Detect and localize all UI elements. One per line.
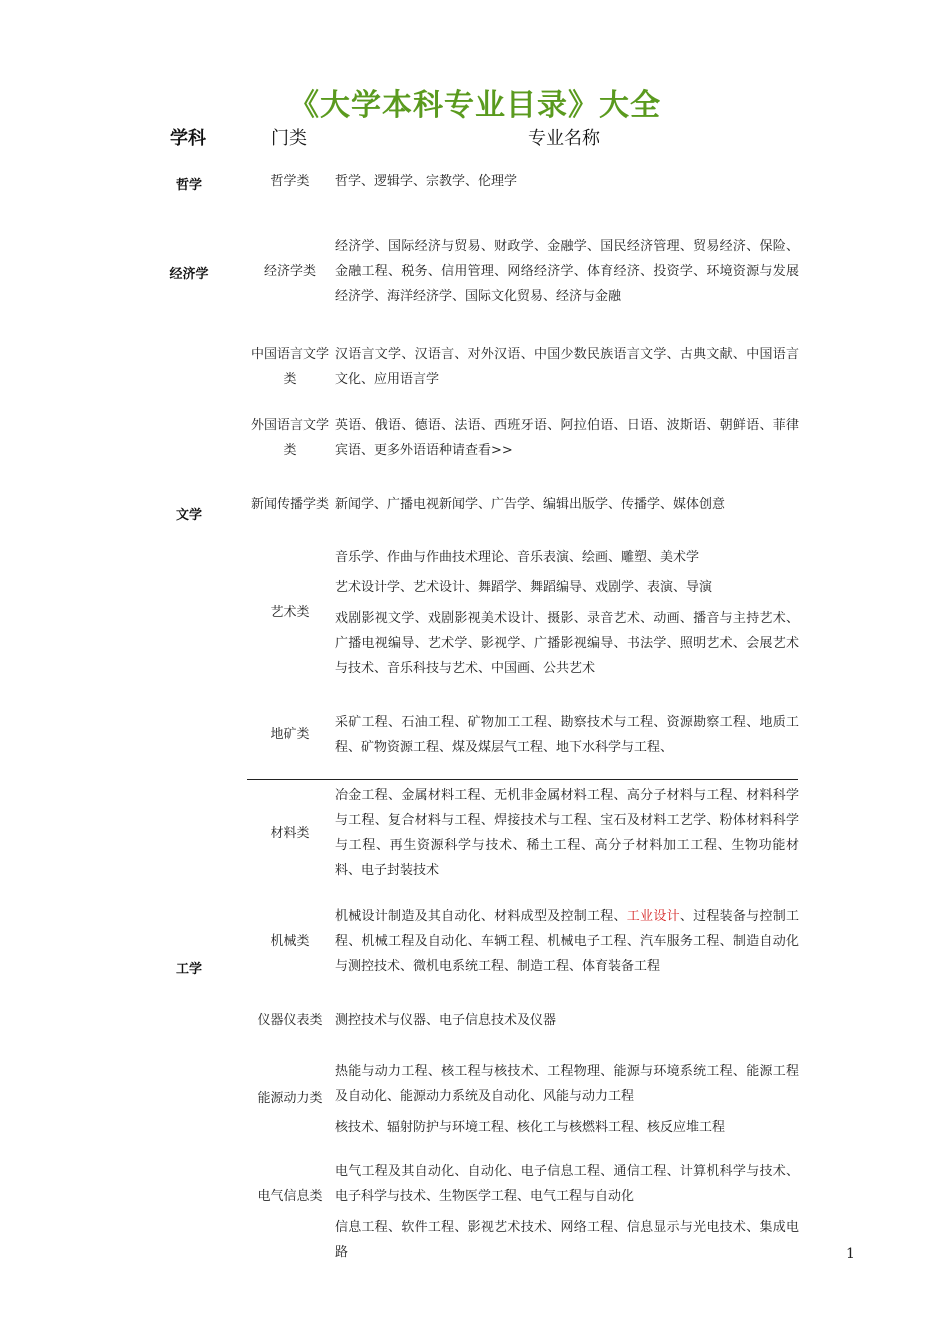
majors-mechanical — [335, 904, 799, 979]
header-subject: 学科 — [170, 128, 206, 149]
category-mining: 地矿类 — [270, 727, 310, 742]
category-electrical: 电气信息类 — [257, 1189, 323, 1204]
majors-electrical: 电气工程及其自动化、自动化、电子信息工程、通信工程、计算机科学与技术、电子科学与技术、生物医学工程、电气工程与自动化 — [335, 1164, 799, 1204]
majors-energy-thermal: 热能与动力工程、核工程与核技术、工程物理、能源与环境系统工程、能源工程及自动化、能源动力系统及自动化、风能与动力工程 — [335, 1064, 799, 1104]
category-journalism: 新闻传播学类 — [250, 497, 329, 512]
majors-instrument: 测控技术与仪器、电子信息技术及仪器 — [335, 1013, 557, 1028]
majors-mining: 采矿工程、石油工程、矿物加工工程、勘察技术与工程、资源勘察工程、地质工程、矿物资源工程、煤及煤层气工程、地下水科学与工程、 — [335, 715, 799, 755]
subject-engineering: 工学 — [175, 962, 202, 977]
majors-mechanical-text-2: 、过程装备与控制工程、机械工程及自动化、车辆工程、机械电子工程、汽车服务工程、制造自动化与测控技术、微机电系统工程、制造工程、体育装备工程 — [335, 909, 799, 974]
majors-materials: 冶金工程、金属材料工程、无机非金属材料工程、高分子材料与工程、材料科学与工程、复合材料与工程、焊接技术与工程、宝石及材料工艺学、粉体材料科学与工程、再生资源科学与技术、稀土工程、高分子材料加工工程、生物功能材料、电子封装技术 — [335, 788, 799, 878]
majors-energy-nuclear: 核技术、辐射防护与环境工程、核化工与核燃料工程、核反应堆工程 — [335, 1120, 726, 1135]
majors-journalism: 新闻学、广播电视新闻学、广告学、编辑出版学、传播学、媒体创意 — [335, 497, 726, 512]
category-energy: 能源动力类 — [257, 1091, 323, 1106]
majors-arts-film: 戏剧影视文学、戏剧影视美术设计、摄影、录音艺术、动画、播音与主持艺术、广播电视编导、艺术学、影视学、广播影视编导、书法学、照明艺术、会展艺术与技术、音乐科技与艺术、中国画、公共艺术 — [335, 611, 799, 676]
majors-philosophy: 哲学、逻辑学、宗教学、伦理学 — [335, 174, 518, 189]
majors-chinese-language: 汉语言文学、汉语言、对外汉语、中国少数民族语言文学、古典文献、中国语言文化、应用语言学 — [335, 347, 799, 387]
majors-information: 信息工程、软件工程、影视艺术技术、网络工程、信息显示与光电技术、集成电路 — [335, 1220, 799, 1260]
category-chinese-language: 中国语言文学类 — [250, 347, 329, 387]
page-number: 1 — [846, 1246, 855, 1262]
category-foreign-language: 外国语言文学类 — [250, 418, 329, 458]
category-philosophy: 哲学类 — [270, 174, 310, 189]
section-divider — [247, 779, 798, 780]
category-instrument: 仪器仪表类 — [257, 1013, 323, 1028]
category-arts: 艺术类 — [270, 605, 310, 620]
subject-economics: 经济学 — [169, 267, 209, 282]
majors-mechanical-text-1: 机械设计制造及其自动化、材料成型及控制工程、 — [335, 909, 627, 924]
majors-arts-music: 音乐学、作曲与作曲技术理论、音乐表演、绘画、雕塑、美术学 — [335, 550, 700, 565]
page-title: 《大学本科专业目录》大全 — [289, 88, 661, 123]
industrial-design-link[interactable]: 工业设计 — [626, 909, 680, 924]
category-economics: 经济学类 — [263, 264, 316, 279]
subject-literature: 文学 — [175, 508, 202, 523]
category-materials: 材料类 — [270, 826, 310, 841]
majors-foreign-language: 英语、俄语、德语、法语、西班牙语、阿拉伯语、日语、波斯语、朝鲜语、菲律宾语、更多外语语种请查看>> — [335, 418, 799, 458]
header-category: 门类 — [271, 128, 307, 149]
category-mechanical: 机械类 — [270, 934, 310, 949]
subject-philosophy: 哲学 — [175, 178, 202, 193]
majors-arts-design: 艺术设计学、艺术设计、舞蹈学、舞蹈编导、戏剧学、表演、导演 — [335, 580, 713, 595]
header-majors: 专业名称 — [528, 128, 600, 149]
majors-economics: 经济学、国际经济与贸易、财政学、金融学、国民经济管理、贸易经济、保险、金融工程、税务、信用管理、网络经济学、体育经济、投资学、环境资源与发展经济学、海洋经济学、国际文化贸易、经济与金融 — [335, 239, 799, 304]
